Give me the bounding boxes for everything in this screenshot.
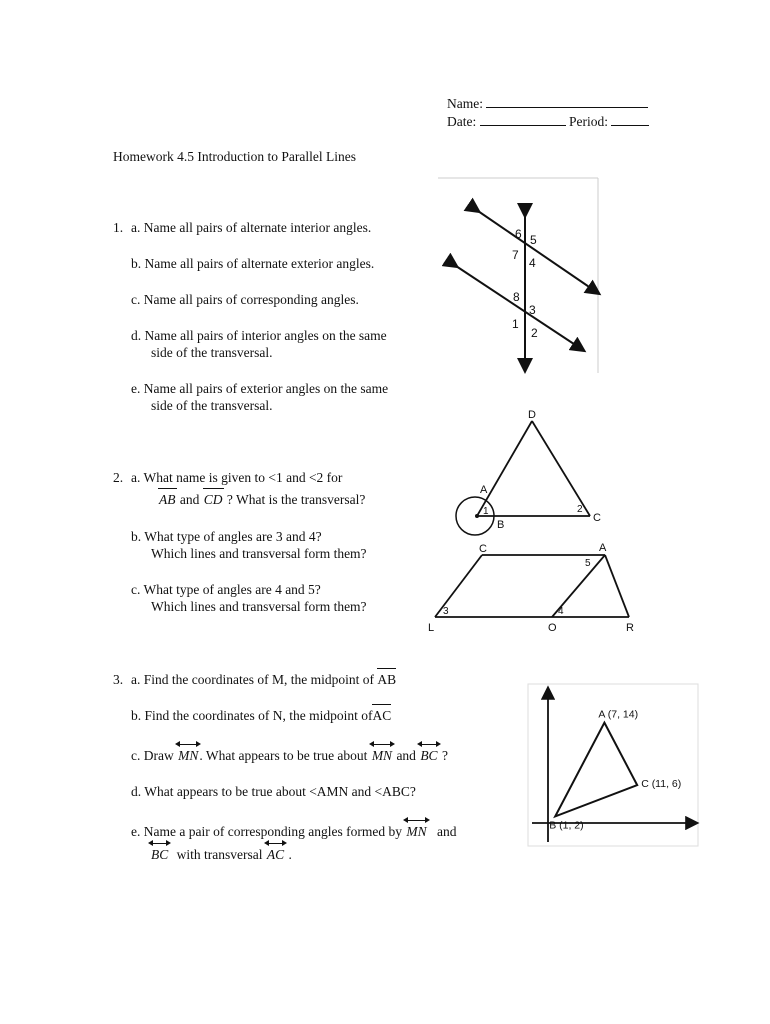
name-field[interactable]	[447, 95, 648, 112]
q2a-rest: ? What is the transversal?	[226, 492, 366, 507]
q1b-text: b. Name all pairs of alternate exterior angles.	[131, 256, 375, 271]
angle-label-2: 2	[577, 504, 583, 515]
segment-ac: AC	[372, 708, 392, 723]
q1c-text: c. Name all pairs of corresponding angles.	[131, 292, 359, 307]
q2a-and: and	[179, 492, 200, 507]
angle-label-7: 7	[512, 248, 519, 262]
point-label-a: A (7, 14)	[598, 708, 639, 721]
angle-label-2: 2	[531, 326, 538, 340]
q3-number: 3.	[113, 672, 124, 687]
vertex-label-c: C	[593, 512, 601, 524]
line-mn: MN	[177, 747, 199, 764]
triangle-figure	[450, 405, 610, 535]
angle-label-6: 6	[515, 227, 522, 241]
segment-ab: AB	[159, 492, 176, 507]
vertex-label-r: R	[626, 622, 634, 634]
date-label: Date:	[447, 114, 477, 129]
q1e-text-line1: e. Name all pairs of exterior angles on the same	[131, 381, 389, 396]
period-label: Period:	[569, 114, 608, 129]
name-label: Name:	[447, 96, 483, 111]
q2a-text-line2	[158, 491, 365, 508]
vertex-label-a: A	[480, 484, 488, 496]
vertex-label-o: O	[548, 622, 557, 634]
vertex-label-l: L	[428, 622, 435, 634]
period-blank[interactable]	[611, 113, 649, 126]
line-ac: AC	[266, 846, 285, 863]
q1d-text-line2: side of the transversal.	[151, 345, 273, 360]
q3b-label: b. Find the coordinates of N, the midpoint of	[131, 708, 373, 723]
q3e-end: .	[288, 847, 292, 862]
q2b-text-line1: b. What type of angles are 3 and 4?	[131, 529, 322, 544]
parallel-lines-figure	[438, 178, 603, 373]
date-period-field[interactable]	[447, 113, 649, 130]
q3e-with: with transversal	[176, 847, 263, 862]
point-label-c: C (11, 6)	[641, 778, 682, 791]
angle-label-3: 3	[443, 606, 449, 617]
q3a-label: a. Find the coordinates of M, the midpoint of	[131, 672, 374, 687]
vertex-label-b: B	[497, 519, 505, 531]
angle-label-8: 8	[513, 290, 520, 304]
point-label-b: B (1, 2)	[549, 819, 584, 832]
q3b-text	[131, 707, 391, 724]
angle-label-3: 3	[529, 303, 536, 317]
vertex-label-d: D	[528, 409, 536, 421]
angle-label-4: 4	[529, 256, 536, 270]
parallel-line-bottom	[456, 266, 583, 350]
trapezoid-figure	[425, 540, 645, 635]
angle-label-1: 1	[483, 506, 489, 517]
line-bc: BC	[419, 747, 438, 764]
angle-label-5: 5	[530, 233, 537, 247]
q3d-text: d. What appears to be true about <AMN and <ABC?	[131, 784, 416, 799]
date-blank[interactable]	[480, 113, 566, 126]
q2c-text-line1: c. What type of angles are 4 and 5?	[131, 582, 321, 597]
page-title: Homework 4.5 Introduction to Parallel Lines	[113, 149, 356, 164]
q3e-text-line2	[150, 846, 292, 863]
q1d-text-line1: d. Name all pairs of interior angles on the same	[131, 328, 387, 343]
q2a-text-line1: a. What name is given to <1 and <2 for	[131, 470, 343, 485]
q2c-text-line2: Which lines and transversal form them?	[151, 599, 367, 614]
line-mn-2: MN	[371, 747, 393, 764]
q3c-text	[131, 747, 448, 764]
triangle-abc	[555, 723, 637, 817]
line-bc-2: BC	[150, 846, 169, 863]
q1a-text: a. Name all pairs of alternate interior angles.	[131, 220, 372, 235]
name-blank[interactable]	[486, 95, 648, 108]
segment-ab: AB	[377, 672, 397, 687]
q1-number: 1.	[113, 220, 124, 235]
q2-number: 2.	[113, 470, 124, 485]
q3c-draw: c. Draw	[131, 748, 174, 763]
q3c-mid: . What appears to be true about	[199, 748, 368, 763]
q3e-label: e. Name a pair of corresponding angles formed by	[131, 824, 403, 839]
vertex-label-a: A	[599, 542, 607, 554]
q3c-end: ?	[441, 748, 448, 763]
angle-label-4: 4	[558, 606, 564, 617]
line-mn-3: MN	[405, 823, 427, 840]
q3e-text-line1	[131, 823, 457, 840]
parallel-line-top	[478, 211, 598, 293]
segment-cd: CD	[203, 492, 223, 507]
q3e-and: and	[437, 824, 457, 839]
angle-label-1: 1	[512, 317, 519, 331]
angle-label-5: 5	[585, 558, 591, 569]
coordinate-plane-figure	[528, 684, 698, 846]
q3a-text	[131, 671, 396, 688]
q1e-text-line2: side of the transversal.	[151, 398, 273, 413]
q3c-and: and	[396, 748, 416, 763]
q2b-text-line2: Which lines and transversal form them?	[151, 546, 367, 561]
vertex-label-c: C	[479, 543, 487, 555]
